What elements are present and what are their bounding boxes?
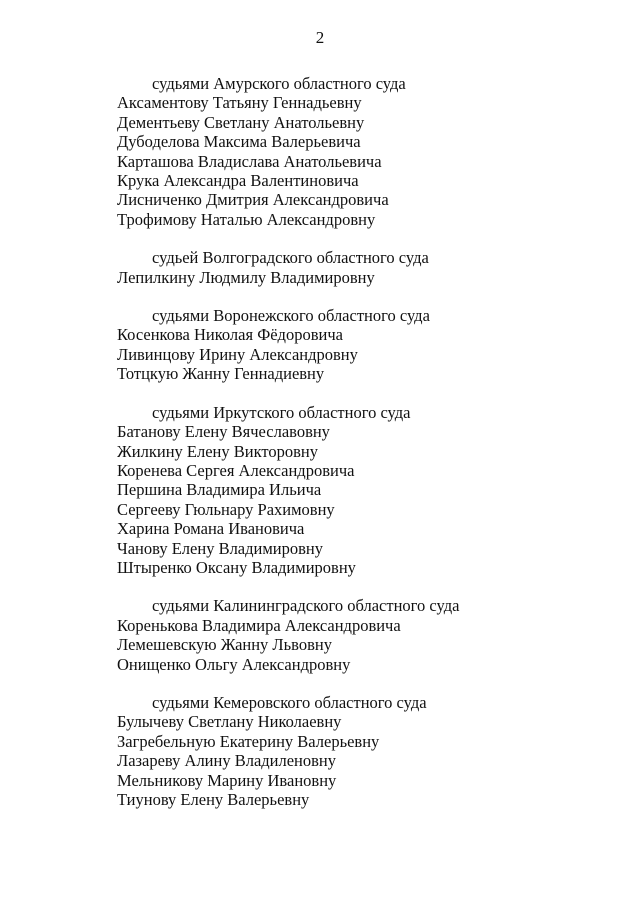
judge-name: Ливинцову Ирину Александровну bbox=[117, 344, 358, 364]
section-heading: судьями Амурского областного суда bbox=[152, 74, 406, 93]
judge-name: Мельникову Марину Ивановну bbox=[117, 770, 337, 790]
section-heading: судьями Кемеровского областного суда bbox=[152, 692, 427, 712]
judge-name: Тиунову Елену Валерьевну bbox=[117, 790, 310, 809]
judge-name: Лемешевскую Жанну Львовну bbox=[117, 635, 332, 655]
judge-name: Кореньковa Владимира Александровича bbox=[117, 615, 401, 635]
judge-name: Дементьеву Светлану Анатольевну bbox=[117, 112, 365, 132]
judge-name: Булычеву Светлану Николаевну bbox=[117, 712, 342, 732]
section-heading: судьями Иркутского областного суда bbox=[152, 402, 411, 422]
judge-name: Онищенко Ольгу Александровну bbox=[117, 654, 351, 674]
section-amur bbox=[117, 74, 597, 229]
page-number: 2 bbox=[315, 28, 325, 47]
judge-name: Тотцкую Жанну Геннадиевну bbox=[117, 364, 325, 384]
judge-name: Першина Владимира Ильича bbox=[117, 480, 322, 500]
judge-name: Аксаментову Татьяну Геннадьевну bbox=[117, 93, 362, 113]
judge-name: Карташова Владислава Анатольевича bbox=[117, 151, 382, 171]
judge-name: Коренева Сергея Александровича bbox=[117, 460, 355, 480]
section-volgograd bbox=[117, 248, 597, 287]
section-heading: судьями Воронежского областного суда bbox=[152, 306, 430, 326]
judge-name: Трофимову Наталью Александровну bbox=[117, 209, 376, 229]
section-kemerovo bbox=[117, 693, 597, 809]
judge-name: Жилкину Елену Викторовну bbox=[117, 441, 318, 461]
section-heading: судьями Калининградского областного суда bbox=[152, 596, 460, 616]
judge-name: Крука Александра Валентиновича bbox=[117, 171, 359, 191]
judge-name: Батанову Елену Вячеславовну bbox=[117, 422, 330, 442]
judge-name: Сергееву Гюльнару Рахимовну bbox=[117, 499, 335, 519]
judge-name: Штыренко Оксану Владимировну bbox=[117, 557, 356, 577]
judge-name: Косенкова Николая Фёдоровича bbox=[117, 325, 343, 345]
judge-name: Чанову Елену Владимировну bbox=[117, 538, 324, 558]
judge-name: Харина Романа Ивановича bbox=[117, 519, 305, 539]
section-irkutsk bbox=[117, 403, 597, 578]
section-voronezh bbox=[117, 306, 597, 384]
judge-name: Загребельную Екатерину Валерьевну bbox=[117, 731, 380, 751]
judge-name: Лепилкину Людмилу Владимировну bbox=[117, 267, 375, 287]
section-heading: судьей Волгоградского областного суда bbox=[152, 248, 429, 268]
judge-name: Лисниченко Дмитрия Александровича bbox=[117, 190, 389, 210]
judge-name: Дубоделова Максима Валерьевича bbox=[117, 132, 361, 152]
judge-name: Лазареву Алину Владиленовну bbox=[117, 751, 337, 771]
document-body bbox=[117, 74, 597, 828]
section-kaliningrad bbox=[117, 596, 597, 674]
